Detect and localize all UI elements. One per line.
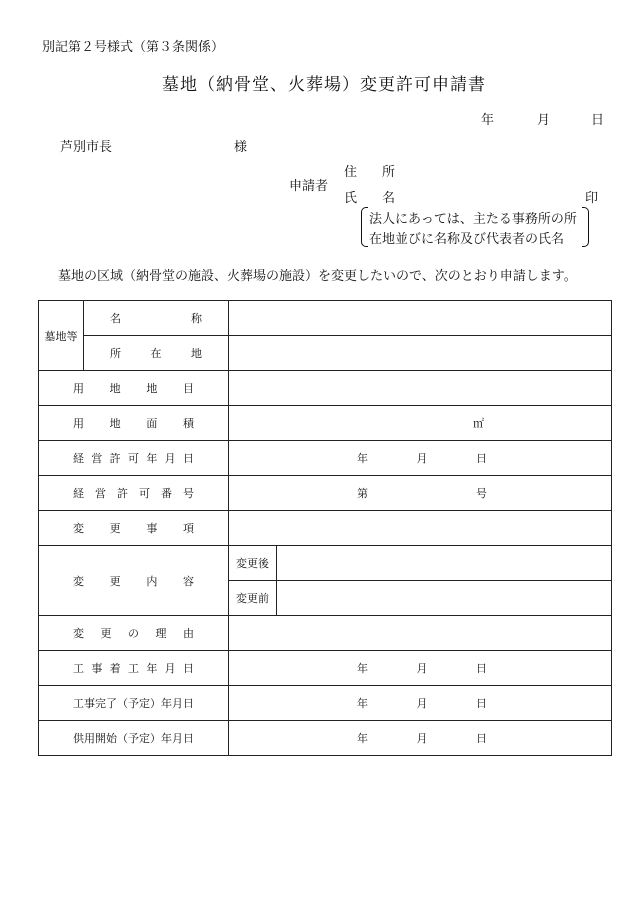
honorific: 様 bbox=[234, 140, 248, 155]
intro-text: 墓地の区域（納骨堂の施設、火葬場の施設）を変更したいので、次のとおり申請します。 bbox=[58, 269, 577, 284]
area-unit: ㎡ bbox=[473, 417, 484, 430]
addressee: 芦別市長 bbox=[60, 140, 113, 155]
row-change-after bbox=[39, 546, 612, 581]
page-title: 墓地（納骨堂、火葬場）変更許可申請書 bbox=[162, 75, 486, 95]
row-location bbox=[39, 336, 612, 371]
corporate-note bbox=[361, 206, 589, 248]
construction-end-label: 工事完了（予定）年月日 bbox=[39, 686, 229, 721]
land-category-field[interactable] bbox=[229, 371, 612, 406]
name-label: 名 称 bbox=[84, 301, 229, 336]
row-land-category bbox=[39, 371, 612, 406]
applicant-label: 申請者 bbox=[289, 179, 329, 194]
corporate-note-line-1: 法人にあっては、主たる事務所の所 bbox=[369, 212, 577, 227]
change-item-field[interactable] bbox=[229, 511, 612, 546]
land-area-field[interactable] bbox=[229, 406, 612, 441]
reason-label: 変 更 の 理 由 bbox=[39, 616, 229, 651]
address-label-1: 住 bbox=[344, 165, 358, 180]
row-construction-end bbox=[39, 686, 612, 721]
permit-date-field[interactable]: 年 月 日 bbox=[229, 441, 612, 476]
address-label-2: 所 bbox=[382, 165, 396, 180]
name-field[interactable] bbox=[229, 301, 612, 336]
service-start-label: 供用開始（予定）年月日 bbox=[39, 721, 229, 756]
row-name bbox=[39, 301, 612, 336]
date-year-label: 年 bbox=[481, 113, 495, 128]
permit-number-field[interactable]: 第 号 bbox=[229, 476, 612, 511]
application-table bbox=[38, 300, 612, 756]
row-permit-date bbox=[39, 441, 612, 476]
form-number: 別記第２号様式（第３条関係） bbox=[42, 40, 225, 55]
row-reason bbox=[39, 616, 612, 651]
row-service-start bbox=[39, 721, 612, 756]
corporate-note-line-2: 在地並びに名称及び代表者の氏名 bbox=[369, 232, 565, 247]
date-day-label: 日 bbox=[591, 113, 605, 128]
reason-field[interactable] bbox=[229, 616, 612, 651]
change-item-label: 変 更 事 項 bbox=[39, 511, 229, 546]
permit-date-label: 経 営 許 可 年 月 日 bbox=[39, 441, 229, 476]
group-label: 墓地等 bbox=[39, 301, 84, 371]
construction-start-field[interactable]: 年 月 日 bbox=[229, 651, 612, 686]
before-change-label: 変更前 bbox=[229, 581, 277, 616]
row-land-area bbox=[39, 406, 612, 441]
seal-mark: 印 bbox=[585, 191, 599, 206]
construction-end-field[interactable]: 年 月 日 bbox=[229, 686, 612, 721]
after-change-label: 変更後 bbox=[229, 546, 277, 581]
land-category-label: 用 地 地 目 bbox=[39, 371, 229, 406]
row-permit-number bbox=[39, 476, 612, 511]
before-change-field[interactable] bbox=[277, 581, 612, 616]
service-start-field[interactable]: 年 月 日 bbox=[229, 721, 612, 756]
row-construction-start bbox=[39, 651, 612, 686]
permit-number-label: 経 営 許 可 番 号 bbox=[39, 476, 229, 511]
name-label-1: 氏 bbox=[344, 191, 358, 206]
name-label-2: 名 bbox=[382, 191, 396, 206]
change-detail-label: 変 更 内 容 bbox=[39, 546, 229, 616]
location-field[interactable] bbox=[229, 336, 612, 371]
land-area-label: 用 地 面 積 bbox=[39, 406, 229, 441]
construction-start-label: 工 事 着 工 年 月 日 bbox=[39, 651, 229, 686]
location-label: 所 在 地 bbox=[84, 336, 229, 371]
right-bracket bbox=[582, 207, 589, 247]
after-change-field[interactable] bbox=[277, 546, 612, 581]
row-change-item bbox=[39, 511, 612, 546]
left-bracket bbox=[361, 207, 368, 247]
date-month-label: 月 bbox=[537, 113, 551, 128]
